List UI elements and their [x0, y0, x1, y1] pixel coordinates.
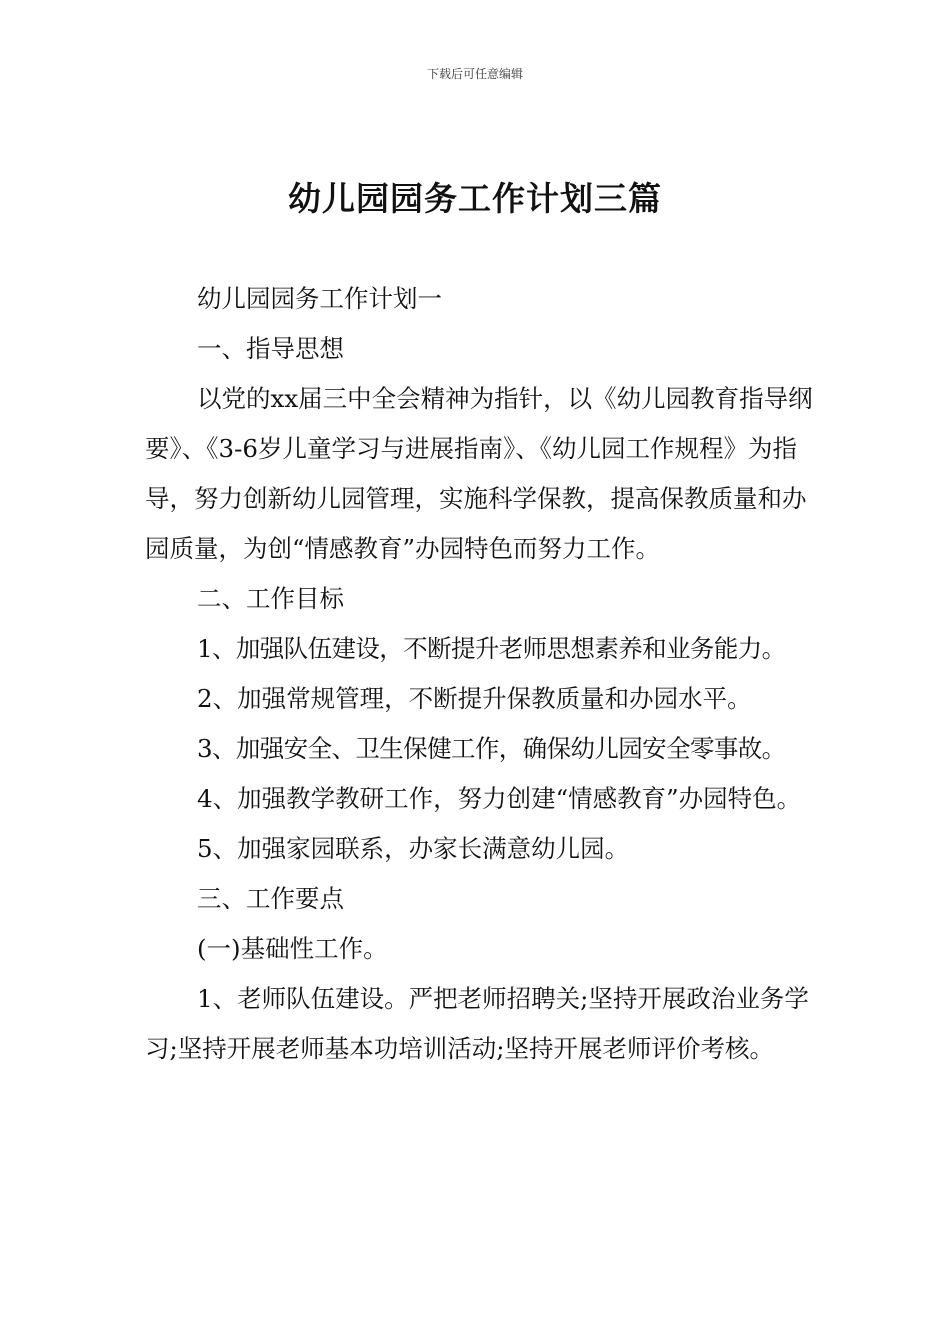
section-heading-guiding-ideology: 一、指导思想 — [197, 334, 344, 363]
section-heading-plan-one: 幼儿园园务工作计划一 — [197, 284, 442, 313]
document-body — [145, 274, 813, 1074]
goal-item-1: 1、加强队伍建设，不断提升老师思想素养和业务能力。 — [197, 634, 786, 663]
goal-item-5: 5、加强家园联系，办家长满意幼儿园。 — [197, 834, 630, 863]
section-heading-work-points: 三、工作要点 — [197, 884, 344, 913]
paragraph-guiding-ideology: 以党的xx届三中全会精神为指针，以《幼儿园教育指导纲要》、《3-6岁儿童学习与进展指南》、《幼儿园工作规程》为指导，努力创新幼儿园管理，实施科学保教，提高保教质量和办园质量，为创“情感教育”办园特色而努力工作。 — [145, 384, 813, 563]
paragraph-teacher-team: 1、老师队伍建设。严把老师招聘关;坚持开展政治业务学习;坚持开展老师基本功培训活动;坚持开展老师评价考核。 — [145, 984, 809, 1063]
subsection-heading-basic-work: (一)基础性工作。 — [197, 934, 388, 963]
goal-item-3: 3、加强安全、卫生保健工作，确保幼儿园安全零事故。 — [197, 734, 786, 763]
goal-item-4: 4、加强教学教研工作，努力创建“情感教育”办园特色。 — [197, 784, 802, 813]
header-note: 下载后可任意编辑 — [426, 67, 523, 81]
goal-item-2: 2、加强常规管理，不断提升保教质量和办园水平。 — [197, 684, 752, 713]
section-heading-work-goals: 二、工作目标 — [197, 584, 344, 613]
document-title: 幼儿园园务工作计划三篇 — [288, 179, 662, 218]
